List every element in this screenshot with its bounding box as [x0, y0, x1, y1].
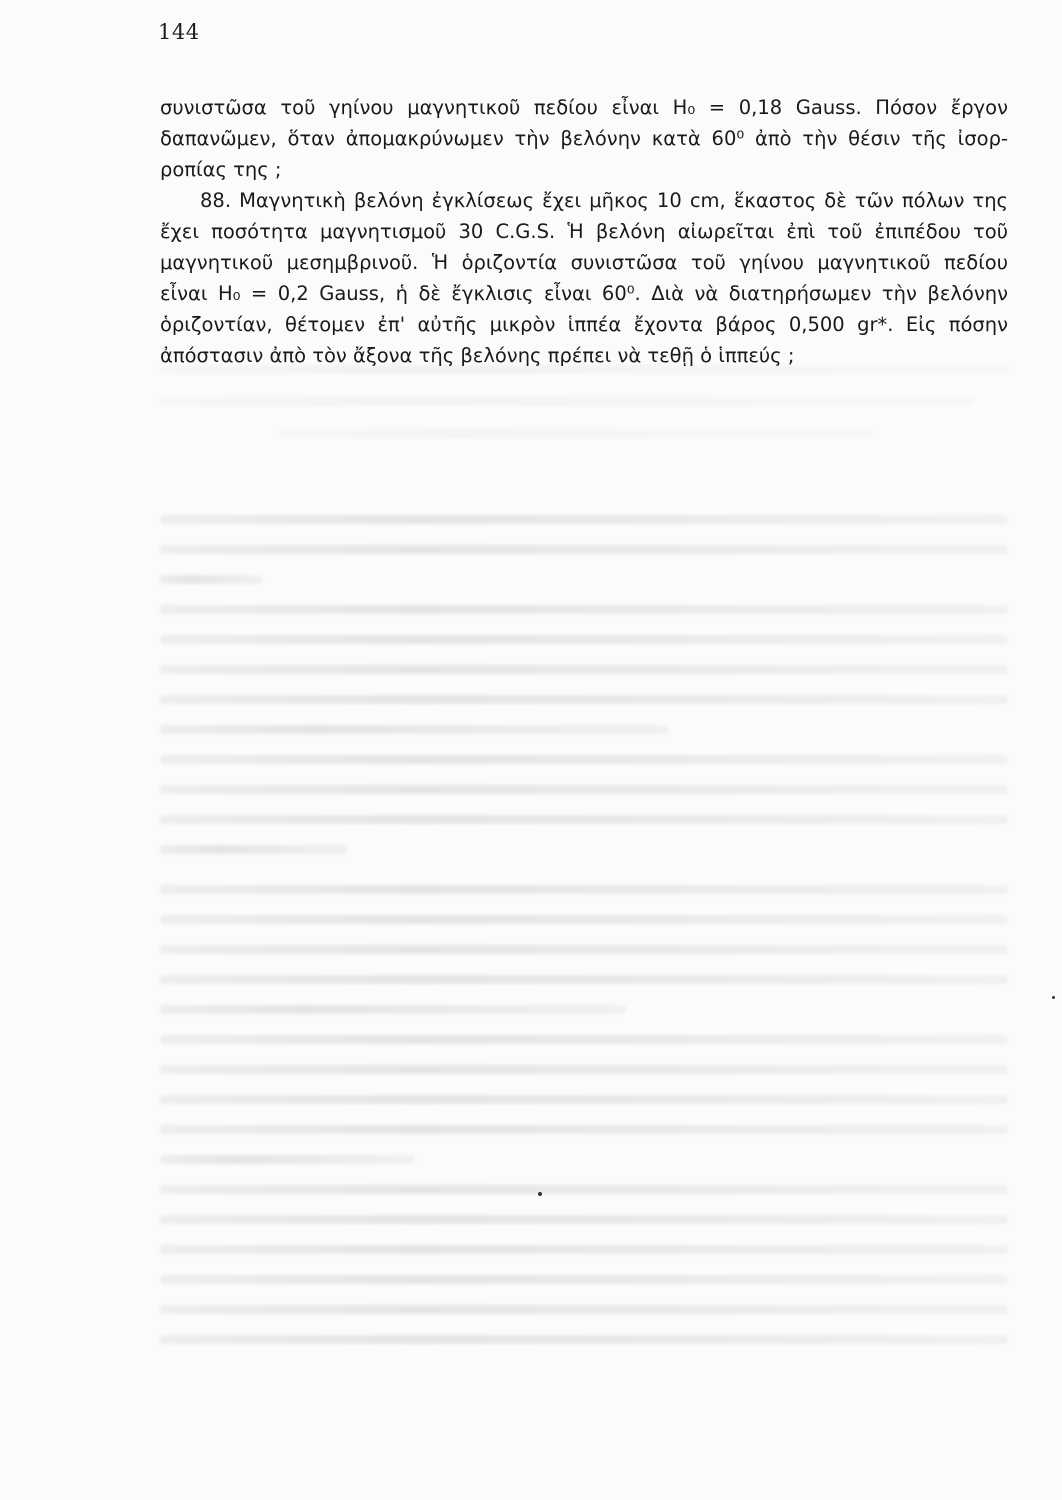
text-line: δαπανῶμεν, ὅταν ἀπομακρύνωμεν τὴν βελόνην κατὰ 60⁰ ἀπὸ τὴν θέσιν τῆς ἰσορ- [160, 127, 1008, 150]
text-line: 88. Μαγνητικὴ βελόνη ἐγκλίσεως ἔχει μῆκος 10 cm, ἕκαστος δὲ τῶν πόλων της [200, 189, 1008, 212]
text-line: εἶναι H₀ = 0,2 Gauss, ἡ δὲ ἔγκλισις εἶναι 60⁰. Διὰ νὰ διατηρήσωμεν τὴν βελόνην [160, 282, 1008, 305]
text-line: ροπίας της ; [160, 158, 282, 181]
page-number: 144 [158, 20, 200, 44]
paper-speck [538, 1192, 542, 1196]
text-line: ἔχει ποσότητα μαγνητισμοῦ 30 C.G.S. Ἡ βελόνη αἰωρεῖται ἐπὶ τοῦ ἐπιπέδου τοῦ [160, 220, 1008, 243]
problem-text [160, 92, 1008, 371]
reverse-side-show-through [160, 505, 1008, 1345]
text-line: ὁριζοντίαν, θέτομεν ἐπ' αὐτῆς μικρὸν ἱππέα ἔχοντα βάρος 0,500 gr*. Εἰς πόσην [160, 313, 1008, 336]
text-line: μαγνητικοῦ μεσημβρινοῦ. Ἡ ὁριζοντία συνιστῶσα τοῦ γηίνου μαγνητικοῦ πεδίου [160, 251, 1008, 274]
text-line: συνιστῶσα τοῦ γηίνου μαγνητικοῦ πεδίου εἶναι H₀ = 0,18 Gauss. Πόσον ἔργον [160, 96, 1008, 119]
text-line: ἀπόστασιν ἀπὸ τὸν ἄξονα τῆς βελόνης πρέπει νὰ τεθῇ ὁ ἱππεύς ; [160, 344, 795, 367]
paper-speck [1052, 996, 1055, 999]
reverse-side-show-through-upper [160, 365, 1008, 475]
